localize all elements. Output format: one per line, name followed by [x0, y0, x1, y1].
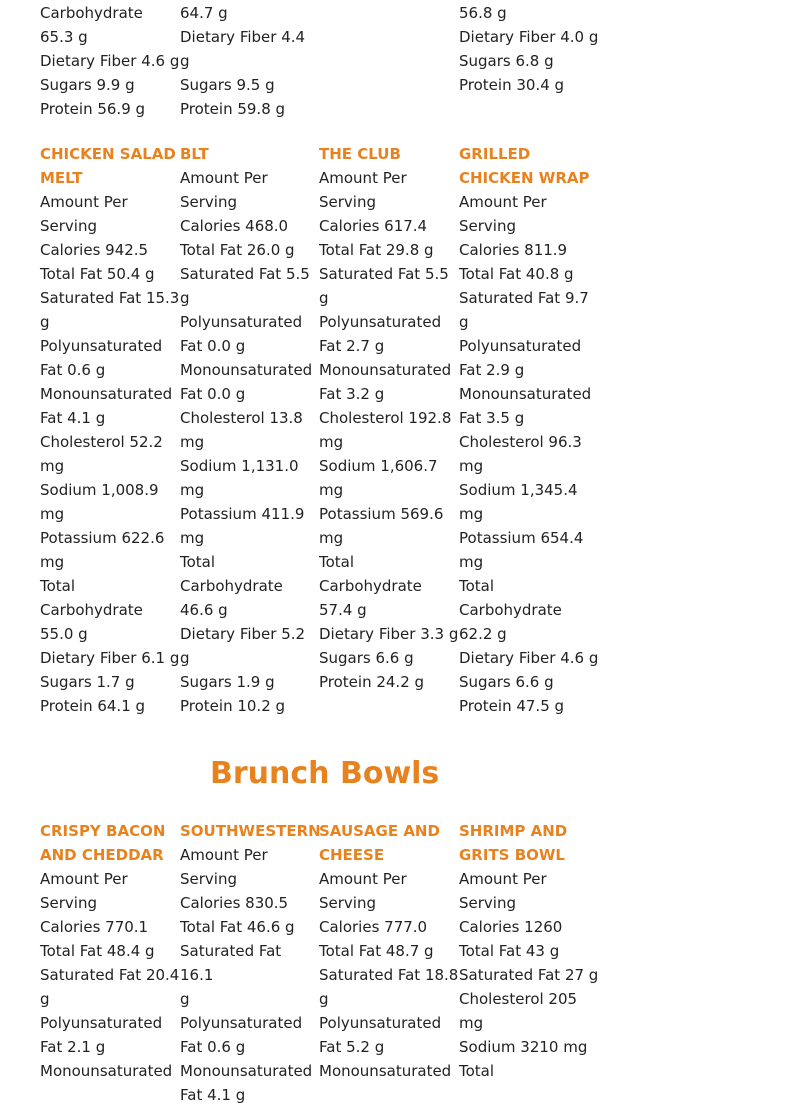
item-grilled-chicken-wrap	[459, 142, 609, 718]
nutrient-line: Fat 5.2 g	[319, 1038, 385, 1056]
nutrient-line: Fat 3.5 g	[459, 409, 525, 427]
nutrient-line: Sugars 6.6 g	[459, 673, 554, 691]
nutrient-line: Carbohydrate	[40, 601, 143, 619]
nutrient-line: Total Fat 43 g	[459, 942, 560, 960]
nutrient-line: Total Fat 46.6 g	[180, 918, 295, 936]
nutrient-line: Calories 770.1	[40, 918, 149, 936]
nutrient-line: g	[319, 990, 329, 1008]
nutrient-line: 55.0 g	[40, 625, 88, 643]
nutrient-line: g	[319, 289, 329, 307]
nutrient-line: Total	[319, 553, 355, 571]
nutrient-line: Polyunsaturated	[40, 1014, 163, 1032]
nutrient-line: Calories 811.9	[459, 241, 568, 259]
nutrient-line: Dietary Fiber 6.1 g	[40, 649, 180, 667]
nutrient-line: Protein 47.5 g	[459, 697, 565, 715]
nutrient-line: Total Fat 26.0 g	[180, 241, 295, 259]
nutrient-line: Amount Per	[459, 193, 547, 211]
top-item-col-1	[40, 1, 180, 121]
nutrient-line: mg	[180, 481, 205, 499]
item-title-line: CHICKEN SALAD	[40, 145, 176, 163]
nutrient-line: 62.2 g	[459, 625, 507, 643]
item-the-club	[319, 142, 459, 694]
nutrient-line: Amount Per	[180, 169, 268, 187]
nutrient-line: Fat 2.7 g	[319, 337, 385, 355]
nutrient-line: Saturated Fat 5.5	[319, 265, 449, 283]
nutrient-line: Total	[180, 553, 216, 571]
nutrient-line: Total	[459, 577, 495, 595]
item-title-line: GRILLED	[459, 145, 531, 163]
nutrient-line: mg	[180, 529, 205, 547]
nutrient-line: g	[40, 990, 50, 1008]
nutrient-line: Fat 0.0 g	[180, 385, 246, 403]
item-sausage-and-cheese	[319, 819, 459, 1083]
nutrient-line: Total Fat 48.4 g	[40, 942, 155, 960]
nutrient-line: Amount Per	[459, 870, 547, 888]
nutrient-line: Serving	[40, 894, 97, 912]
nutrient-line: Total Fat 40.8 g	[459, 265, 574, 283]
item-title-line: SOUTHWESTERN	[180, 822, 321, 840]
nutrient-line: Protein 64.1 g	[40, 697, 146, 715]
nutrient-line: Sugars 1.9 g	[180, 673, 275, 691]
nutrient-line: Dietary Fiber 5.2 g	[180, 625, 306, 667]
nutrient-line: mg	[459, 457, 484, 475]
nutrient-line: Polyunsaturated	[180, 313, 303, 331]
item-title-line: CHICKEN WRAP	[459, 169, 590, 187]
nutrient-line: Fat 4.1 g	[40, 409, 106, 427]
nutrient-line: mg	[459, 553, 484, 571]
nutrient-line: Monounsaturated	[459, 385, 592, 403]
nutrient-line: Sugars 6.6 g	[319, 649, 414, 667]
nutrient-line: Calories 1260	[459, 918, 563, 936]
nutrient-line: Sodium 1,606.7	[319, 457, 438, 475]
item-title-line: THE CLUB	[319, 145, 401, 163]
nutrient-line: Serving	[319, 894, 376, 912]
nutrient-line: Sugars 1.7 g	[40, 673, 135, 691]
nutrient-line: Saturated Fat 18.8	[319, 966, 459, 984]
nutrient-line: Saturated Fat 16.1	[180, 942, 282, 984]
nutrient-line: Serving	[40, 217, 97, 235]
item-title-line: SAUSAGE AND	[319, 822, 440, 840]
nutrient-line: Monounsaturated	[319, 1062, 452, 1080]
nutrient-line: Cholesterol 52.2	[40, 433, 163, 451]
item-southwestern	[180, 819, 319, 1107]
nutrient-line: Polyunsaturated	[459, 337, 582, 355]
nutrient-line: Sugars 6.8 g	[459, 52, 554, 70]
nutrient-line: g	[180, 990, 190, 1008]
nutrient-line: Dietary Fiber 3.3 g	[319, 625, 459, 643]
nutrient-line: 56.8 g	[459, 4, 507, 22]
nutrient-line: Monounsaturated	[40, 385, 173, 403]
nutrient-line: Sugars 9.9 g	[40, 76, 135, 94]
nutrient-line: mg	[459, 1014, 484, 1032]
nutrient-line: Calories 777.0	[319, 918, 428, 936]
top-item-col-2	[180, 1, 319, 121]
nutrient-line: Calories 942.5	[40, 241, 149, 259]
nutrient-line: Fat 3.2 g	[319, 385, 385, 403]
nutrient-line: Sugars 9.5 g	[180, 76, 275, 94]
nutrient-line: Saturated Fat 5.5	[180, 265, 310, 283]
nutrient-line: Saturated Fat 20.4	[40, 966, 180, 984]
nutrient-line: Polyunsaturated	[319, 1014, 442, 1032]
nutrient-line: Amount Per	[319, 870, 407, 888]
nutrient-line: Polyunsaturated	[40, 337, 163, 355]
nutrient-line: Potassium 569.6	[319, 505, 444, 523]
item-title-line: AND CHEDDAR	[40, 846, 164, 864]
nutrient-line: Amount Per	[319, 169, 407, 187]
nutrient-line: mg	[319, 433, 344, 451]
nutrient-line: Potassium 654.4	[459, 529, 584, 547]
nutrient-line: 65.3 g	[40, 28, 88, 46]
nutrient-line: Protein 59.8 g	[180, 100, 286, 118]
nutrient-line: Monounsaturated	[180, 361, 313, 379]
nutrient-line: Fat 2.9 g	[459, 361, 525, 379]
top-item-col-4	[459, 1, 609, 97]
item-title-line: CRISPY BACON	[40, 822, 166, 840]
nutrient-line: Total Fat 29.8 g	[319, 241, 434, 259]
nutrient-line: Cholesterol 192.8	[319, 409, 452, 427]
nutrient-line: 57.4 g	[319, 601, 367, 619]
item-blt	[180, 142, 319, 718]
nutrient-line: Fat 0.0 g	[180, 337, 246, 355]
item-title-line: GRITS BOWL	[459, 846, 565, 864]
nutrient-line: Total Fat 48.7 g	[319, 942, 434, 960]
nutrient-line: Carbohydrate	[459, 601, 562, 619]
nutrient-line: g	[180, 289, 190, 307]
nutrient-line: Calories 617.4	[319, 217, 428, 235]
nutrient-line: Potassium 411.9	[180, 505, 305, 523]
nutrient-line: mg	[459, 505, 484, 523]
nutrient-line: Calories 468.0	[180, 217, 289, 235]
nutrient-line: Serving	[459, 217, 516, 235]
item-title-line: MELT	[40, 169, 83, 187]
nutrient-line: mg	[40, 457, 65, 475]
nutrient-line: g	[459, 313, 469, 331]
nutrient-line: Potassium 622.6	[40, 529, 165, 547]
nutrient-line: Cholesterol 13.8	[180, 409, 303, 427]
nutrient-line: Dietary Fiber 4.6 g	[40, 52, 180, 70]
nutrient-line: Protein 30.4 g	[459, 76, 565, 94]
nutrient-line: Sodium 1,131.0	[180, 457, 299, 475]
nutrient-line: Polyunsaturated	[319, 313, 442, 331]
nutrient-line: 46.6 g	[180, 601, 228, 619]
item-crispy-bacon-and-cheddar	[40, 819, 180, 1083]
nutrient-line: Polyunsaturated	[180, 1014, 303, 1032]
nutrient-line: Dietary Fiber 4.0 g	[459, 28, 599, 46]
item-title-line: BLT	[180, 145, 209, 163]
nutrient-line: mg	[180, 433, 205, 451]
nutrient-line: Serving	[180, 193, 237, 211]
nutrient-line: Total	[40, 577, 76, 595]
nutrient-line: Amount Per	[180, 846, 268, 864]
nutrient-line: Fat 4.1 g	[180, 1086, 246, 1104]
nutrient-line: Sodium 3210 mg	[459, 1038, 588, 1056]
nutrient-line: 64.7 g	[180, 4, 228, 22]
nutrient-line: Sodium 1,008.9	[40, 481, 159, 499]
nutrient-line: mg	[40, 505, 65, 523]
nutrient-line: Calories 830.5	[180, 894, 289, 912]
nutrient-line: Carbohydrate	[319, 577, 422, 595]
nutrient-line: Saturated Fat 9.7	[459, 289, 589, 307]
nutrient-line: Sodium 1,345.4	[459, 481, 578, 499]
nutrient-line: Carbohydrate	[180, 577, 283, 595]
section-title: Brunch Bowls	[210, 756, 440, 791]
nutrient-line: mg	[319, 481, 344, 499]
nutrient-line: Total	[459, 1062, 495, 1080]
nutrient-line: mg	[40, 553, 65, 571]
nutrient-line: Monounsaturated	[319, 361, 452, 379]
nutrient-line: Dietary Fiber 4.4 g	[180, 28, 306, 70]
nutrient-line: Saturated Fat 15.3	[40, 289, 180, 307]
nutrient-line: Cholesterol 96.3	[459, 433, 582, 451]
nutrient-line: Fat 0.6 g	[40, 361, 106, 379]
nutrient-line: Protein 24.2 g	[319, 673, 425, 691]
nutrient-line: Cholesterol 205	[459, 990, 578, 1008]
nutrient-line: Total Fat 50.4 g	[40, 265, 155, 283]
item-shrimp-and-grits-bowl	[459, 819, 609, 1083]
nutrient-line: Protein 56.9 g	[40, 100, 146, 118]
nutrient-line: Monounsaturated	[180, 1062, 313, 1080]
nutrient-line: Serving	[180, 870, 237, 888]
nutrient-line: Fat 0.6 g	[180, 1038, 246, 1056]
item-title-line: SHRIMP AND	[459, 822, 568, 840]
nutrient-line: Serving	[319, 193, 376, 211]
nutrient-line: Serving	[459, 894, 516, 912]
nutrient-line: mg	[319, 529, 344, 547]
nutrient-line: Amount Per	[40, 870, 128, 888]
nutrient-line: Fat 2.1 g	[40, 1038, 106, 1056]
nutrient-line: Monounsaturated	[40, 1062, 173, 1080]
nutrient-line: Saturated Fat 27 g	[459, 966, 599, 984]
item-title-line: CHEESE	[319, 846, 385, 864]
item-chicken-salad-melt	[40, 142, 180, 718]
nutrient-line: Protein 10.2 g	[180, 697, 286, 715]
nutrient-line: g	[40, 313, 50, 331]
nutrient-line: Amount Per	[40, 193, 128, 211]
nutrient-line: Dietary Fiber 4.6 g	[459, 649, 599, 667]
nutrient-line: Carbohydrate	[40, 4, 143, 22]
